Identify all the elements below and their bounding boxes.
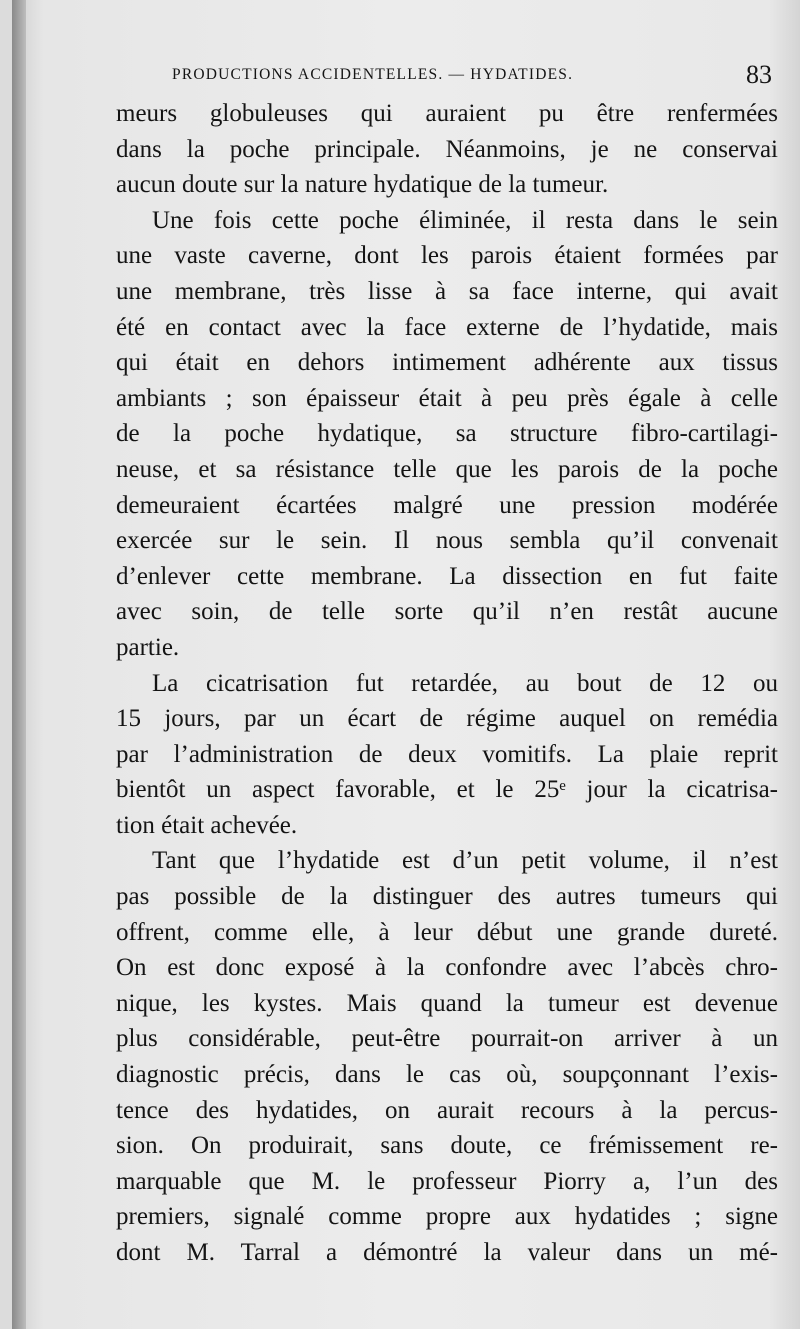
text-line: Tant que l’hydatide est d’un petit volume, il n’est: [152, 847, 778, 875]
text-line: par l’administration de deux vomitifs. La plaie reprit: [116, 740, 778, 768]
text-line: dans la poche principale. Néanmoins, je ne conservai: [116, 135, 778, 163]
text-line: dont M. Tarral a démontré la valeur dans un mé-: [116, 1239, 778, 1266]
text-line: bientôt un aspect favorable, et le 25ᵉ jour la cicatrisa-: [116, 776, 778, 804]
text-line: neuse, et sa résistance telle que les parois de la poche: [116, 455, 778, 483]
text-line: tion était achevée.: [116, 811, 298, 839]
text-line: 15 jours, par un écart de régime auquel on remédia: [116, 705, 778, 733]
text-line: meurs globuleuses qui auraient pu être renfermées: [116, 100, 778, 127]
text-line: tence des hydatides, on aurait recours à la percus-: [116, 1096, 778, 1124]
text-line: d’enlever cette membrane. La dissection en fut faite: [116, 562, 778, 590]
text-line: Une fois cette poche éliminée, il resta dans le sein: [152, 206, 778, 234]
running-header: [172, 60, 772, 90]
body-text: [116, 96, 778, 1271]
text-line: une membrane, très lisse à sa face interne, qui avait: [116, 277, 778, 305]
text-line: ambiants ; son épaisseur était à peu près égale à celle: [116, 384, 778, 412]
text-line: demeuraient écartées malgré une pression modérée: [116, 491, 778, 519]
text-line: été en contact avec la face externe de l’hydatide, mais: [116, 313, 778, 341]
text-line: premiers, signalé comme propre aux hydatides ; signe: [116, 1203, 778, 1231]
text-line: diagnostic précis, dans le cas où, soupçonnant l’exis-: [116, 1061, 778, 1089]
text-line: plus considérable, peut-être pourrait-on arriver à un: [116, 1025, 778, 1053]
text-line: On est donc exposé à la confondre avec l’abcès chro-: [116, 954, 778, 982]
text-line: marquable que M. le professeur Piorry a, l’un des: [116, 1167, 778, 1195]
text-line: de la poche hydatique, sa structure fibro-cartilagi-: [116, 420, 778, 448]
text-line: qui était en dehors intimement adhérente aux tissus: [116, 349, 778, 377]
book-page: [12, 0, 800, 1329]
page-number: 83: [746, 60, 772, 89]
text-line: pas possible de la distinguer des autres tumeurs qui: [116, 883, 778, 911]
text-line: aucun doute sur la nature hydatique de la tumeur.: [116, 171, 609, 199]
text-line: sion. On produirait, sans doute, ce frémissement re-: [116, 1132, 778, 1160]
text-line: nique, les kystes. Mais quand la tumeur est devenue: [116, 989, 778, 1017]
page-gutter-shadow: [12, 0, 26, 1329]
running-title: PRODUCTIONS ACCIDENTELLES. — HYDATIDES.: [172, 66, 574, 83]
text-line: une vaste caverne, dont les parois étaient formées par: [116, 242, 778, 270]
text-line: La cicatrisation fut retardée, au bout de 12 ou: [152, 669, 778, 697]
text-line: partie.: [116, 633, 180, 661]
text-line: exercée sur le sein. Il nous sembla qu’il convenait: [116, 527, 778, 555]
text-line: offrent, comme elle, à leur début une grande dureté.: [116, 918, 778, 946]
text-line: avec soin, de telle sorte qu’il n’en restât aucune: [116, 598, 778, 626]
